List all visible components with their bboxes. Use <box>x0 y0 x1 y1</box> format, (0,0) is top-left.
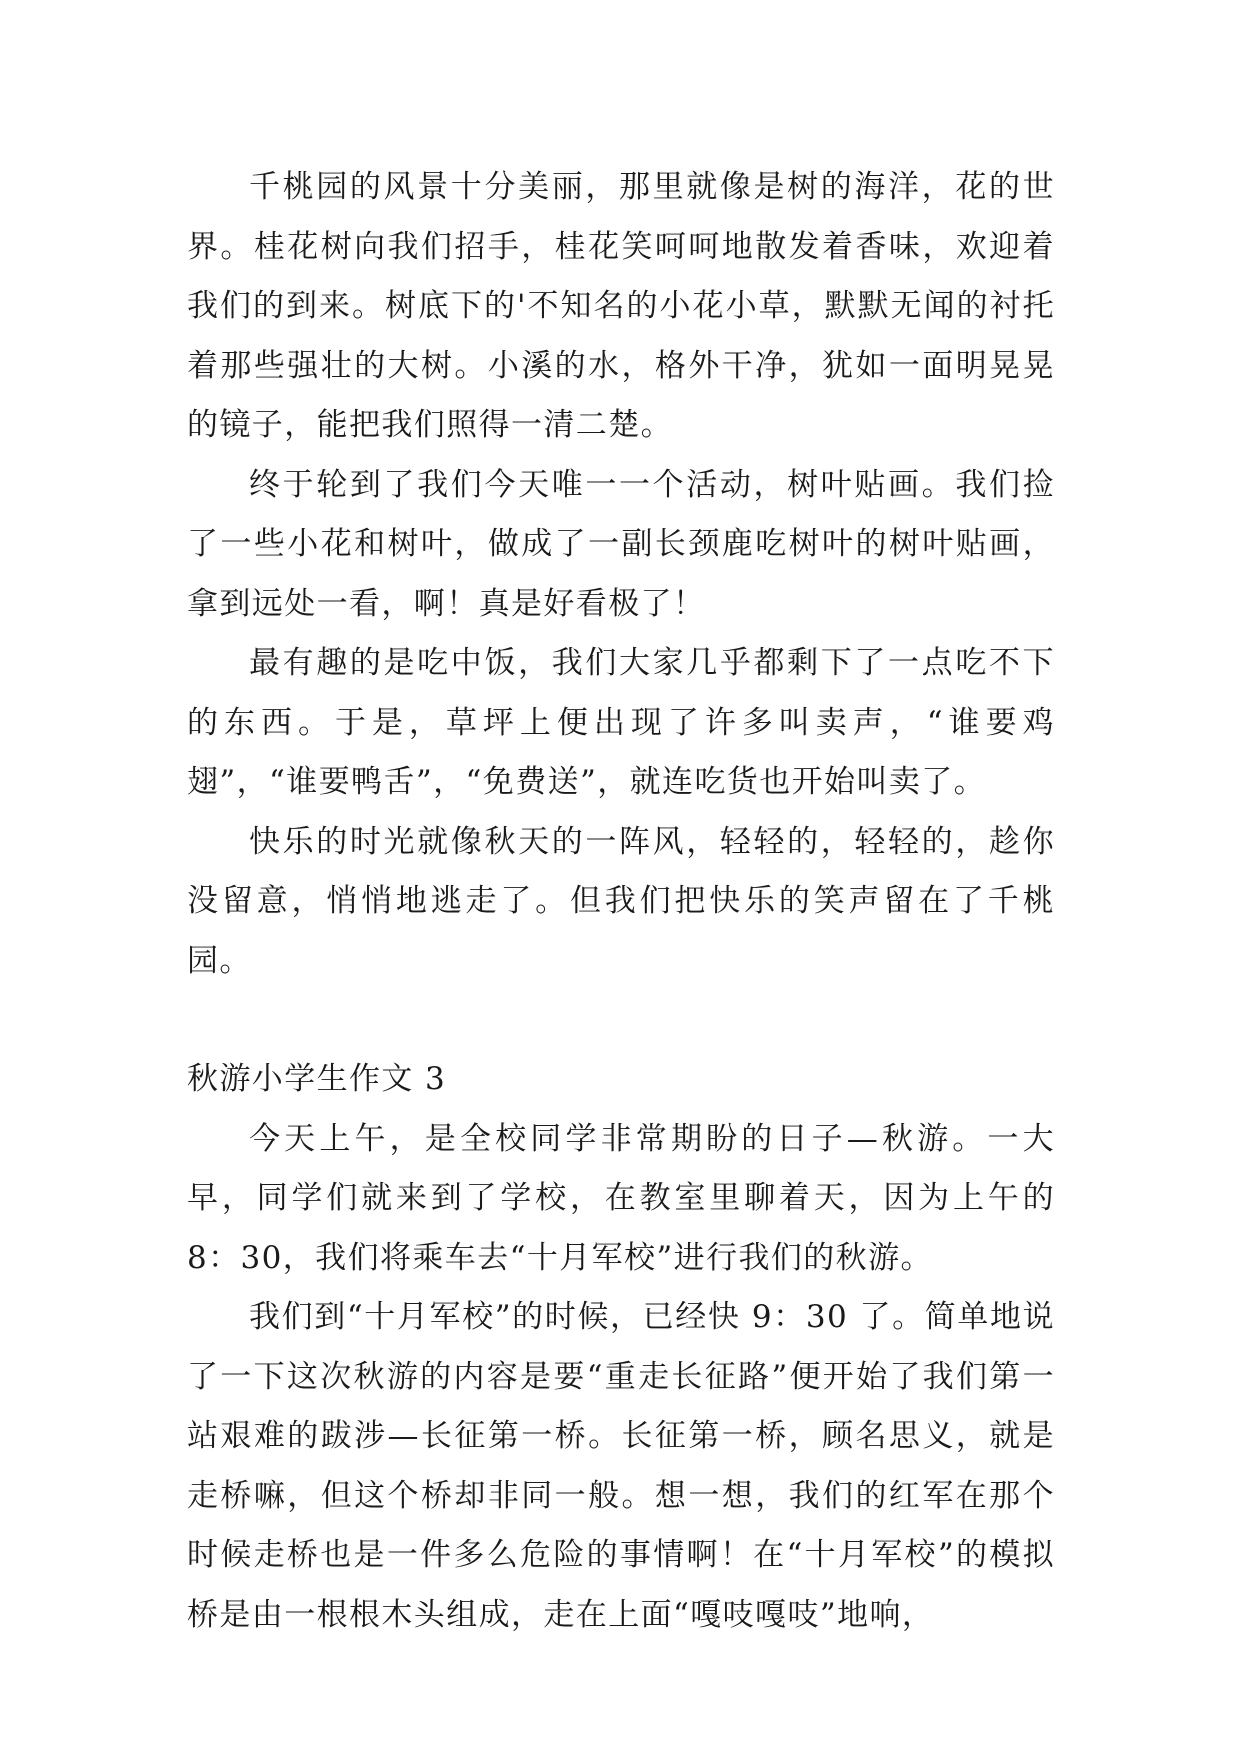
paragraph: 最有趣的是吃中饭，我们大家几乎都剩下了一点吃不下的东西。于是，草坪上便出现了许多叫卖声，“谁要鸡翅”，“谁要鸭舌”，“免费送”，就连吃货也开始叫卖了。 <box>187 645 1055 800</box>
document-body <box>187 158 1055 1645</box>
paragraph: 终于轮到了我们今天唯一一个活动，树叶贴画。我们捡了一些小花和树叶，做成了一副长颈鹿吃树叶的树叶贴画，拿到远处一看，啊！真是好看极了！ <box>187 466 1055 622</box>
paragraph: 快乐的时光就像秋天的一阵风，轻轻的，轻轻的，趁你没留意，悄悄地逃走了。但我们把快乐的笑声留在了千桃园。 <box>187 823 1055 979</box>
section-heading: 秋游小学生作文 3 <box>187 1061 447 1097</box>
paragraph: 今天上午，是全校同学非常期盼的日子—秋游。一大早，同学们就来到了学校，在教室里聊着天，因为上午的 8：30，我们将乘车去“十月军校”进行我们的秋游。 <box>187 1120 1055 1276</box>
paragraph: 千桃园的风景十分美丽，那里就像是树的海洋，花的世界。桂花树向我们招手，桂花笑呵呵地散发着香味，欢迎着我们的到来。树底下的'不知名的小花小草，默默无闻的衬托着那些强壮的大树。小溪的水，格外干净，犹如一面明晃晃的镜子，能把我们照得一清二楚。 <box>187 169 1055 443</box>
paragraph: 我们到“十月军校”的时候，已经快 9：30 了。简单地说了一下这次秋游的内容是要“重走长征路”便开始了我们第一站艰难的跋涉—长征第一桥。长征第一桥，顾名思义，就是走桥嘛，但这个桥却非同一般。想一想，我们的红军在那个时候走桥也是一件多么危险的事情啊！在“十月军校”的模拟桥是由一根根木头组成，走在上面“嘎吱嘎吱”地响， <box>187 1299 1055 1633</box>
